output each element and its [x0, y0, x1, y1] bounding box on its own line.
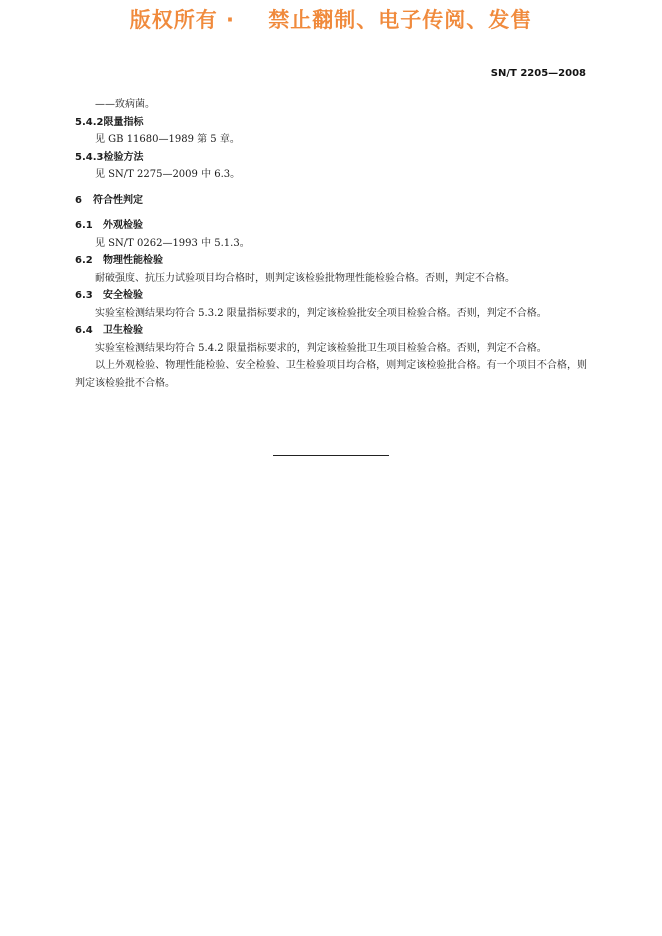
section-6-4-heading — [75, 322, 587, 340]
section-5-4-3-heading — [75, 149, 587, 167]
section-title: 检验方法 — [103, 151, 144, 163]
section-6-1-heading — [75, 217, 587, 235]
section-6-3-text: 实验室检测结果均符合 5.3.2 限量指标要求的，判定该检验批安全项目检验合格。否则，判定不合格。 — [95, 307, 547, 319]
section-number: 5.4.2 — [75, 116, 104, 128]
section-6-3-heading — [75, 287, 587, 305]
section-number: 5.4.3 — [75, 151, 104, 163]
copyright-banner: 版权所有 · 禁止翻制、电子传阅、发售 — [129, 8, 533, 32]
section-6-4-text: 实验室检测结果均符合 5.4.2 限量指标要求的，判定该检验批卫生项目检验合格。否则，判定不合格。 — [95, 342, 547, 354]
section-6-2-heading — [75, 252, 587, 270]
section-number: 6 — [75, 194, 82, 206]
section-number: 6.4 — [75, 325, 93, 336]
pathogen-line: ——致病菌。 — [95, 99, 155, 110]
section-number: 6.3 — [75, 290, 93, 301]
section-5-4-2-text: 见 GB 11680—1989 第 5 章。 — [95, 134, 240, 145]
section-6-heading — [75, 192, 587, 210]
section-number: 6.2 — [75, 255, 93, 266]
section-6-2-text: 耐破强度、抗压力试验项目均合格时，则判定该检验批物理性能检验合格。否则，判定不合格。 — [95, 272, 515, 284]
standard-code: SN/T 2205—2008 — [490, 68, 586, 79]
end-rule-divider — [273, 455, 389, 456]
document-body — [75, 96, 587, 392]
section-6-1-text: 见 SN/T 0262—1993 中 5.1.3。 — [95, 237, 250, 249]
section-title: 安全检验 — [103, 290, 143, 301]
section-title: 卫生检验 — [103, 325, 143, 336]
section-number: 6.1 — [75, 220, 93, 231]
section-title: 物理性能检验 — [103, 255, 163, 266]
section-5-4-3-text: 见 SN/T 2275—2009 中 6.3。 — [95, 169, 241, 180]
section-title: 限量指标 — [103, 116, 144, 128]
section-title: 外观检验 — [103, 220, 143, 231]
conclusion-paragraph: 以上外观检验、物理性能检验、安全检验、卫生检验项目均合格，则判定该检验批合格。有一个项目不合格，则判定该检验批不合格。 — [75, 360, 587, 389]
section-title: 符合性判定 — [93, 194, 143, 206]
section-5-4-2-heading — [75, 114, 587, 132]
